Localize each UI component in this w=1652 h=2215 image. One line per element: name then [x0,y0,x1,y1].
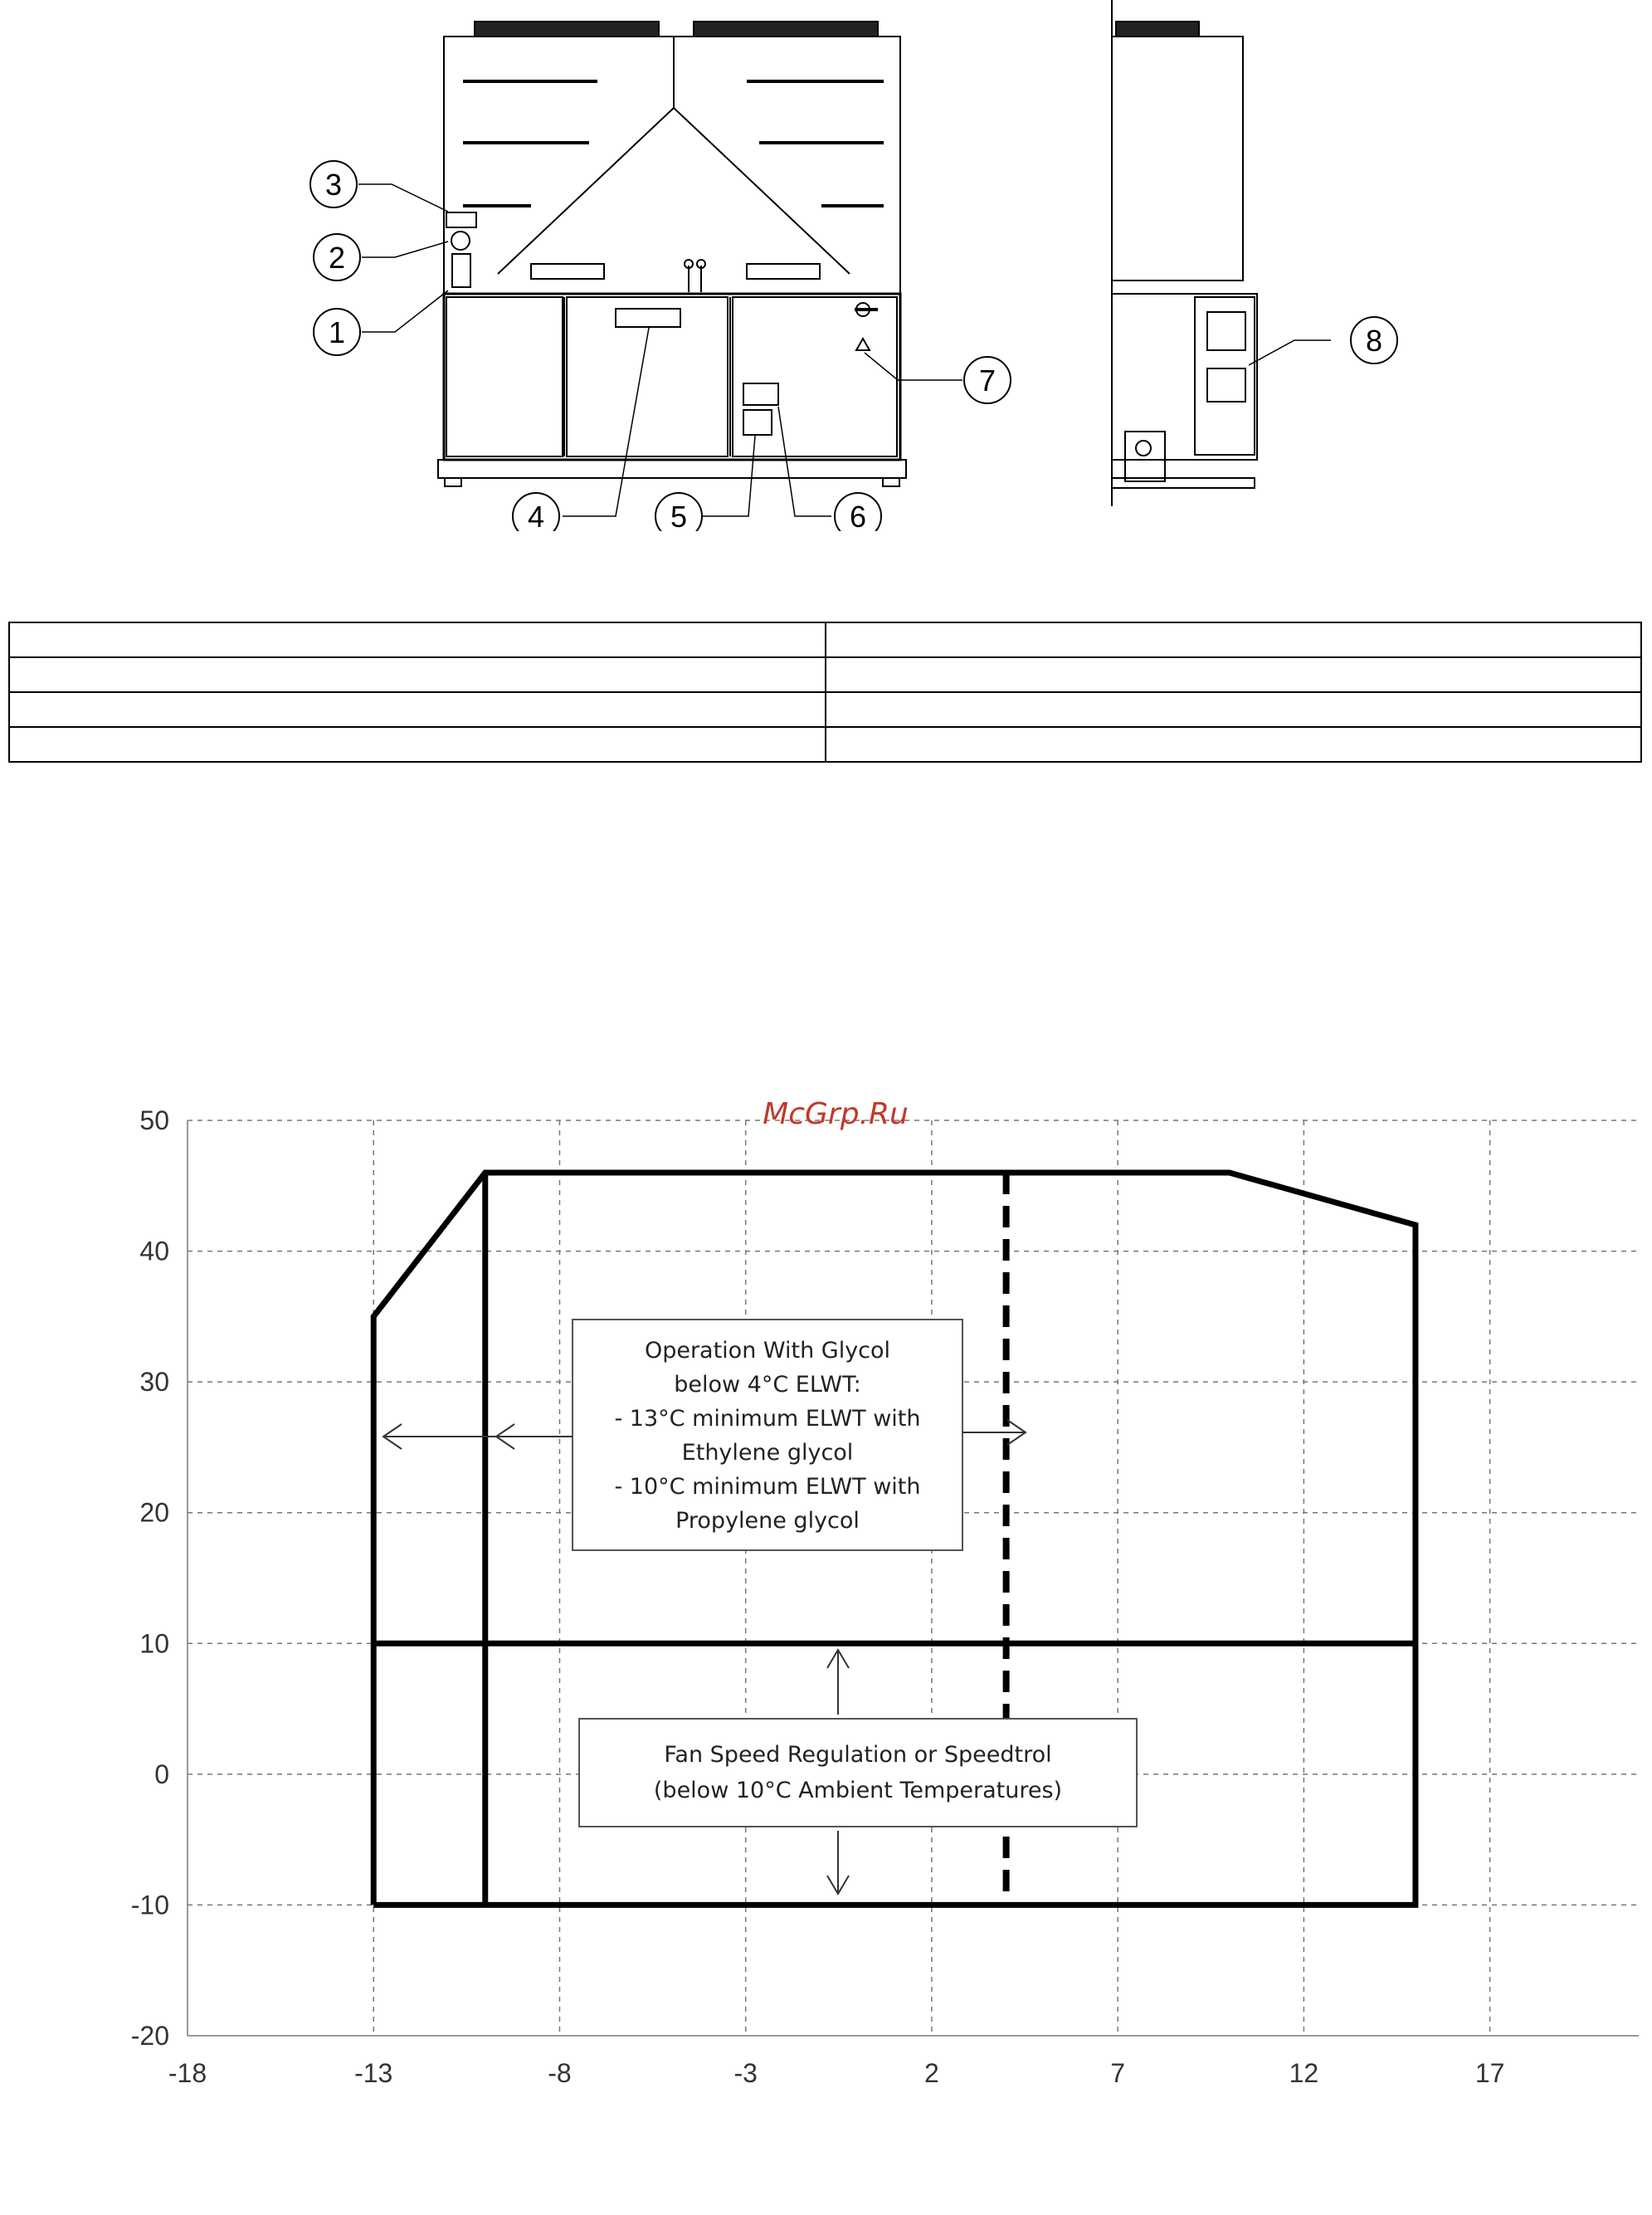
v-coil-outline [498,108,850,274]
table-cell [9,727,826,762]
x-tick-label: 2 [924,2058,939,2088]
y-tick-label: 20 [139,1497,169,1528]
callout-6 [835,493,881,531]
callout-8 [1351,317,1397,363]
table-row [9,727,1641,762]
annotation-line: below 4°C ELWT: [674,1372,861,1398]
svg-text:7: 7 [978,363,997,398]
table-cell [826,657,1642,692]
callout-5 [655,493,702,531]
svg-text:1: 1 [328,315,346,349]
table-cell [826,727,1642,762]
watermark: McGrp.Ru [763,1097,909,1131]
fan-grille-left [475,22,659,37]
annotation-line: - 13°C minimum ELWT with [614,1406,921,1432]
annotation-line: Operation With Glycol [644,1338,891,1364]
y-tick-label: 30 [139,1367,169,1398]
table-row [9,657,1641,692]
y-tick-label: -10 [130,1890,169,1920]
table-row [9,622,1641,657]
unit-drawing [0,0,1652,531]
annotation-line: - 10°C minimum ELWT with [614,1474,921,1500]
y-tick-label: 50 [139,1105,169,1135]
x-tick-label: -3 [733,2058,758,2088]
base-frame [438,460,906,478]
x-tick-label: -13 [354,2058,393,2088]
base-cabinet [444,294,900,460]
glycol-annotation [573,1320,962,1550]
svg-text:6: 6 [849,500,867,531]
table-cell [9,622,826,657]
x-tick-label: 12 [1289,2058,1319,2088]
y-tick-label: 0 [154,1759,169,1789]
callout-2 [314,234,360,281]
fan-grille-right [694,22,878,37]
x-tick-label: 17 [1474,2058,1505,2088]
svg-text:2: 2 [328,241,346,275]
side-label-8 [1207,312,1245,350]
callout-7 [964,357,1011,403]
svg-text:3: 3 [324,168,343,202]
coil-housing [444,37,900,294]
table-cell [826,622,1642,657]
x-tick-label: -8 [548,2058,572,2088]
main-switch [855,303,878,316]
svg-text:4: 4 [527,500,545,531]
operating-envelope-chart [0,1079,1652,2158]
fan-speed-annotation [579,1719,1137,1827]
table-row [9,692,1641,727]
y-tick-label: 10 [139,1628,169,1659]
label-plate-5 [743,410,772,435]
chart-grid [188,1120,1639,2036]
x-tick-label: -18 [168,2058,207,2088]
y-tick-label: -20 [130,2021,169,2051]
annotation-line: Ethylene glycol [681,1440,854,1466]
table-cell [9,657,826,692]
annotation-line: Propylene glycol [675,1508,860,1534]
warning-triangle [856,339,870,350]
side-view-cabinet [1112,294,1257,460]
annotation-line: Fan Speed Regulation or Speedtrol [664,1742,1052,1768]
callout-4 [513,493,559,531]
label-plate-3 [446,212,476,227]
label-plate-2 [451,232,470,250]
x-tick-label: 7 [1110,2058,1126,2088]
table-cell [9,692,826,727]
table-cell [826,692,1642,727]
svg-text:5: 5 [670,500,688,531]
svg-text:8: 8 [1365,324,1383,358]
annotation-line: (below 10°C Ambient Temperatures) [653,1778,1063,1803]
side-foot [1125,432,1165,481]
compressor-piping [531,260,820,292]
chart-ticks [131,1105,1505,2088]
callout-3 [310,161,357,207]
label-plate-6 [743,383,778,405]
side-view-coil [1112,37,1243,281]
label-plate-1 [452,254,470,287]
y-tick-label: 40 [139,1236,169,1266]
callout-1 [314,309,360,355]
label-table [8,622,1642,763]
label-plate-4 [616,309,680,327]
